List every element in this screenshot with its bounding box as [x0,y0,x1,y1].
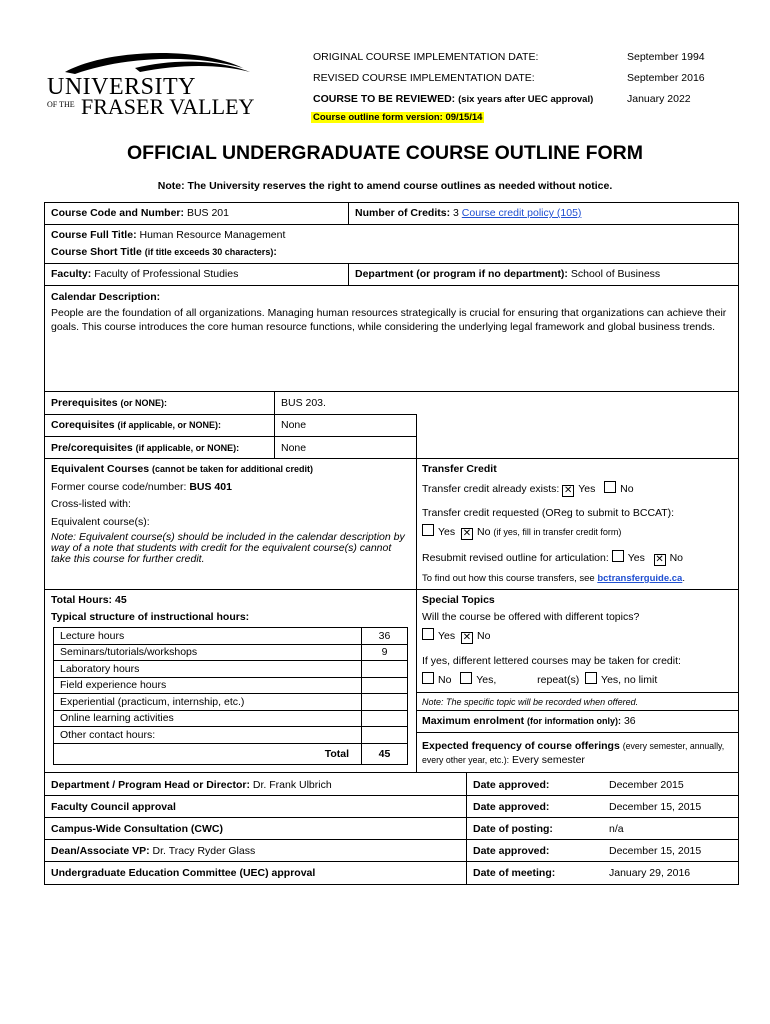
hours-row-label: Field experience hours [54,677,362,694]
credits-label: Number of Credits: [355,207,451,219]
former-course-field [51,481,232,493]
logo-university-text: UNIVERSITY [47,74,196,100]
precoreq-label [51,442,239,454]
full-title-label: Course Full Title: [51,229,137,241]
hours-row [54,694,408,711]
transfer-requested-note: (if yes, fill in transfer credit form) [493,527,622,537]
hours-row-value[interactable] [362,694,408,711]
special-no-checkbox[interactable]: ✕ [462,632,472,643]
transfer-exists-no-checkbox[interactable] [604,481,616,493]
transfer-exists-yes-label: Yes [578,483,596,495]
form-version [311,111,484,123]
frequency-label: Expected frequency of course offerings [422,740,620,752]
transfer-exists-label: Transfer credit already exists: [422,483,560,495]
approval-left-label: Department / Program Head or Director: [51,779,250,791]
hours-row-label: Experiential (practicum, internship, etc.) [54,694,362,711]
frequency-value: Every semester [511,754,585,766]
divider [416,732,739,733]
hours-row-label: Online learning activities [54,710,362,727]
divider [416,414,417,459]
approval-date-value: n/a [609,823,624,835]
university-logo [45,50,255,125]
divider [348,202,349,224]
transfer-requested-yes-label: Yes [438,526,456,538]
approval-left-label: Undergraduate Education Committee (UEC) approval [51,867,316,879]
lettered-no-label: No [438,674,452,686]
logo-fraser-valley-text: FRASER VALLEY [81,94,255,119]
lettered-row [422,672,657,686]
short-title-label: Course Short Title [51,246,142,258]
hours-row [54,644,408,661]
divider [44,285,739,286]
divider [44,436,416,437]
hours-row [54,628,408,645]
divider [44,224,739,225]
credits-field [355,207,581,219]
equivalent-label: Equivalent Courses [51,463,150,475]
special-topics-question: Will the course be offered with different topics? [422,611,640,623]
lettered-no-checkbox[interactable] [422,672,434,684]
hours-table [53,627,408,765]
lettered-yes-label: Yes, [476,674,497,686]
max-enrolment-field [422,715,636,727]
approval-left-label: Dean/Associate VP: [51,845,150,857]
hours-total-value: 45 [362,743,408,764]
no-limit-checkbox[interactable] [585,672,597,684]
transfer-requested-label: Transfer credit requested (OReg to submit to BCCAT): [422,507,675,519]
approval-date-value: December 15, 2015 [609,845,702,857]
approval-left-value: Dr. Frank Ulbrich [252,779,332,791]
coreq-value: None [281,419,307,431]
special-yes-label: Yes [438,630,456,642]
resubmit-row [422,550,683,566]
hours-row [54,677,408,694]
special-no-label: No [476,630,491,642]
course-code-field [51,207,229,219]
divider [44,861,739,862]
original-date-label: ORIGINAL COURSE IMPLEMENTATION DATE: [313,51,539,63]
approval-left [51,867,315,879]
precoreq-label-text: Pre/corequisites [51,442,133,454]
divider [44,263,739,264]
hours-row [54,661,408,678]
bctransfer-link[interactable]: bctransferguide.ca [597,573,683,584]
hours-row-value[interactable]: 36 [362,628,408,645]
equivalent-italic-note: Note: Equivalent course(s) should be included in the calendar description by way of a note that students with credit for the equivalent course(s) cannot take this course for further credit. [51,531,405,565]
total-hours-field [51,594,127,606]
equivalent-heading [51,463,313,475]
approval-date-label: Date approved: [473,845,550,857]
prereq-note: (or NONE): [120,398,167,408]
specific-topic-note: Note: The specific topic will be recorded when offered. [422,697,639,707]
hours-table-body [54,628,408,765]
short-title-note: (if title exceeds 30 characters) [144,247,274,257]
former-course-label: Former course code/number: [51,481,187,493]
revised-date-label: REVISED COURSE IMPLEMENTATION DATE: [313,72,535,84]
max-enrolment-note: (for information only): [527,716,622,726]
bctransfer-text: To find out how this course transfers, see [422,573,595,584]
coreq-note: (if applicable, or NONE): [117,420,222,430]
hours-total-label: Total [54,743,362,764]
transfer-exists-no-label: No [620,483,634,495]
frequency-field [422,739,734,767]
total-hours-label: Total Hours: [51,594,113,606]
amend-note: Note: The University reserves the right to amend course outlines as needed without notice. [157,180,613,192]
hours-row [54,727,408,744]
approval-left [51,779,332,791]
bctransfer-end: . [682,573,685,584]
precoreq-note: (if applicable, or NONE): [135,443,240,453]
review-date-note: (six years after UEC approval) [458,94,594,105]
logo-of-the-text: OF THE [47,100,75,109]
approval-date-label: Date approved: [473,801,550,813]
precoreq-value: None [281,442,307,454]
original-date-value: September 1994 [627,51,705,63]
no-limit-label: Yes, no limit [601,674,658,686]
course-code-label: Course Code and Number: [51,207,185,219]
revised-date-value: September 2016 [627,72,705,84]
divider [44,795,739,796]
form-version-text: Course outline form version: 09/15/14 [313,112,483,123]
calendar-description: People are the foundation of all organizations. Managing human resources strategically is crucial for ensuring that organizations can achieve their goals. This course introduces the core human resource functions, while considering the underlying legal framework and global business trends. [51,307,727,333]
review-date-value: January 2022 [627,93,691,105]
equivalent-courses-label: Equivalent course(s): [51,516,150,528]
former-course-value: BUS 401 [189,481,232,493]
approval-date-label: Date of posting: [473,823,553,835]
divider [416,710,739,711]
form-title: OFFICIAL UNDERGRADUATE COURSE OUTLINE FORM [126,142,644,164]
resubmit-no-label: No [669,552,684,564]
special-topics-row [422,628,490,644]
calendar-label: Calendar Description: [51,291,161,303]
coreq-label-text: Corequisites [51,419,115,431]
transfer-exists-row [422,481,634,497]
transfer-exists-yes-checkbox[interactable]: ✕ [564,485,573,496]
approval-date-value: January 29, 2016 [609,867,691,879]
approval-left-value: Dr. Tracy Ryder Glass [152,845,256,857]
divider [274,391,275,459]
faculty-field [51,268,238,280]
resubmit-yes-checkbox[interactable] [612,550,624,562]
approval-date-value: December 2015 [609,779,684,791]
divider [44,839,739,840]
hours-row-label: Lecture hours [54,628,362,645]
hours-total-row [54,743,408,764]
total-hours-value: 45 [114,594,127,606]
cross-listed-label: Cross-listed with: [51,498,131,510]
course-code-value: BUS 201 [186,207,229,219]
divider [44,817,739,818]
approval-left [51,801,176,813]
approval-left-label: Faculty Council approval [51,801,176,813]
faculty-label: Faculty: [51,268,92,280]
coreq-label [51,419,221,431]
short-title-field: Course Short Title (if title exceeds 30 characters): [51,246,277,258]
resubmit-no-checkbox[interactable]: ✕ [655,554,664,565]
max-enrolment-value: 36 [623,715,636,727]
divider [466,773,467,885]
transfer-requested-row [422,524,621,540]
resubmit-yes-label: Yes [627,552,645,564]
full-title-value: Human Resource Management [139,229,286,241]
repeat-label: repeat(s) [537,674,580,686]
prereq-label-text: Prerequisites [51,397,118,409]
prereq-value: BUS 203. [281,397,326,409]
approval-date-value: December 15, 2015 [609,801,702,813]
hours-row-value[interactable] [362,727,408,744]
hours-row [54,710,408,727]
hours-row-value[interactable] [362,661,408,678]
resubmit-label: Resubmit revised outline for articulation: [422,552,609,564]
approval-date-label: Date of meeting: [473,867,556,879]
approval-left [51,823,223,835]
equivalent-note: (cannot be taken for additional credit) [151,464,313,474]
hours-row-label: Laboratory hours [54,661,362,678]
lettered-courses-label: If yes, different lettered courses may be taken for credit: [422,655,681,667]
transfer-heading: Transfer Credit [422,463,497,475]
hours-row-value[interactable]: 9 [362,644,408,661]
transfer-requested-no-checkbox[interactable]: ✕ [462,528,472,539]
prereq-label [51,397,167,409]
credits-value: 3 [453,207,459,219]
divider [416,458,417,590]
hours-row-value[interactable] [362,677,408,694]
frequency-note: (every semester, annually, every other year, etc.): [422,741,725,765]
special-topics-heading: Special Topics [422,594,495,606]
max-enrolment-label: Maximum enrolment [422,715,525,727]
hours-row-label: Other contact hours: [54,727,362,744]
review-date-label: COURSE TO BE REVIEWED: [313,93,456,105]
approval-left-label: Campus-Wide Consultation (CWC) [51,823,223,835]
divider [348,263,349,285]
typical-structure-label: Typical structure of instructional hours: [51,611,250,623]
approval-date-label: Date approved: [473,779,550,791]
department-field [355,268,660,280]
divider [416,692,739,693]
faculty-value: Faculty of Professional Studies [94,268,239,280]
transfer-requested-yes-checkbox[interactable] [422,524,434,536]
review-date-row [313,93,593,105]
department-label: Department (or program if no department): [355,268,568,280]
department-value: School of Business [570,268,661,280]
credit-policy-link[interactable]: Course credit policy (105) [461,207,582,219]
lettered-yes-checkbox[interactable] [460,672,472,684]
divider [416,589,417,773]
hours-row-value[interactable] [362,710,408,727]
divider [44,414,416,415]
special-yes-checkbox[interactable] [422,628,434,640]
approval-left [51,845,255,857]
full-title-field [51,229,285,241]
transfer-requested-no-label: No [476,526,491,538]
hours-row-label: Seminars/tutorials/workshops [54,644,362,661]
bctransfer-row [422,573,685,584]
